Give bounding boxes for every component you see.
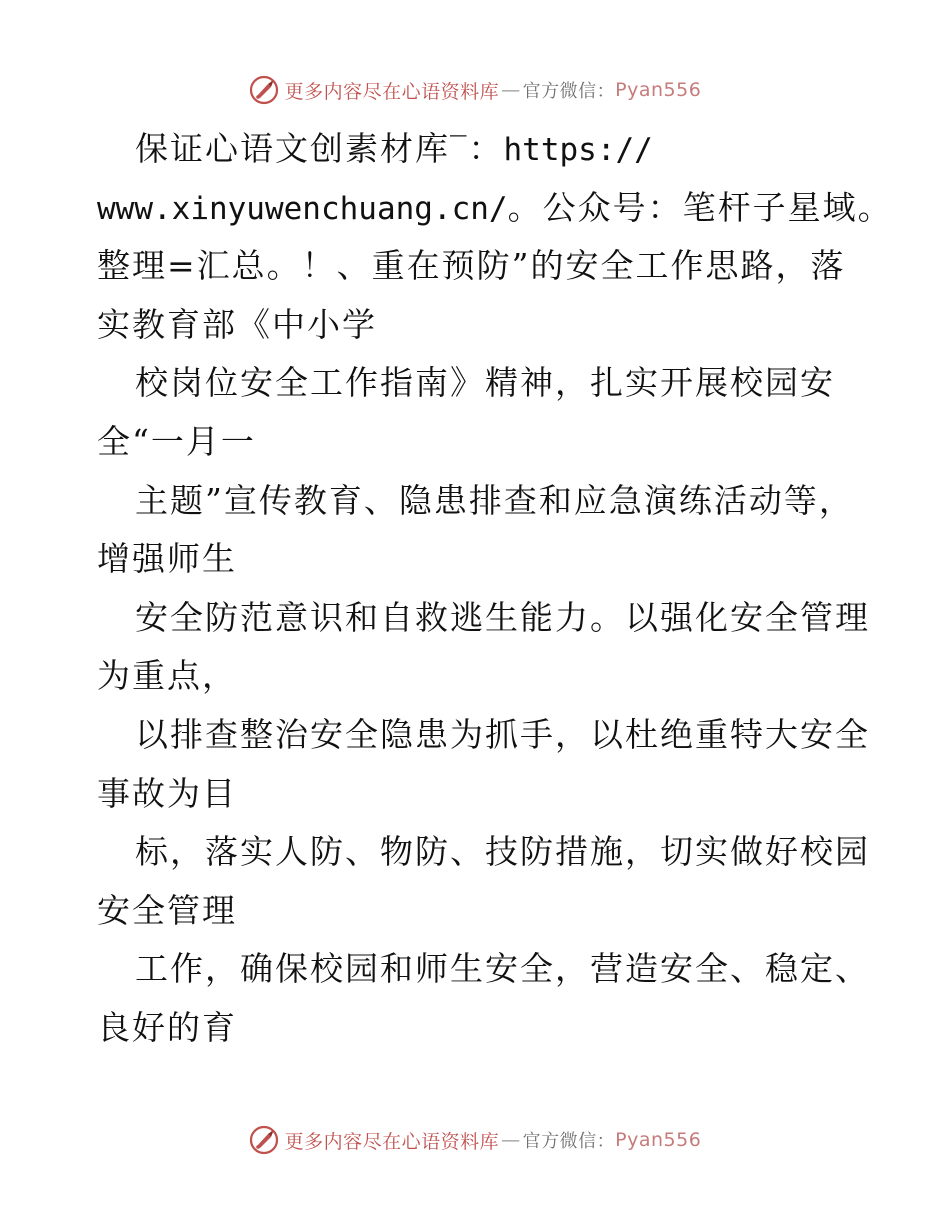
body-line: 事故为目 xyxy=(97,773,237,813)
body-text: 。公众号：笔杆子星域。 xyxy=(507,187,893,227)
body-line: 整理=汇总。！、重在预防”的安全工作思路，落 xyxy=(97,246,846,286)
body-line: 校岗位安全工作指南》精神，扎实开展校园安 xyxy=(135,363,835,403)
body-line xyxy=(97,179,893,238)
quill-seal-icon xyxy=(249,75,279,105)
watermark-account: Pyan556 xyxy=(615,79,702,101)
body-line: 标，落实人防、物防、技防措施，切实做好校园 xyxy=(135,832,870,872)
watermark-official-label: 官方微信： xyxy=(522,1131,616,1152)
body-line: 工作，确保校园和师生安全，营造安全、稳定、 xyxy=(135,949,870,989)
body-line: 以排查整治安全隐患为抓手，以杜绝重特大安全 xyxy=(135,714,870,754)
watermark-official-label: 官方微信： xyxy=(522,81,616,102)
url-text: https:// xyxy=(503,132,653,168)
header-watermark xyxy=(0,70,950,110)
body-line: 安全防范意识和自救逃生能力。以强化安全管理 xyxy=(135,597,870,637)
body-line: 安全管理 xyxy=(97,890,237,930)
body-line xyxy=(97,120,867,179)
watermark-brand: 更多内容尽在心语资料库 xyxy=(284,80,500,103)
document-body xyxy=(97,120,893,1058)
body-line: 实教育部《中小学 xyxy=(97,304,377,344)
body-line: 全“一月一 xyxy=(97,421,256,461)
quill-seal-icon xyxy=(249,1125,279,1155)
body-line: 主题”宣传教育、隐患排查和应急演练活动等， xyxy=(135,480,854,520)
url-text: www.xinyuwenchuang.cn/ xyxy=(97,190,508,227)
watermark-separator: — xyxy=(501,1129,521,1151)
body-line: 为重点， xyxy=(97,656,237,696)
body-text: 保证心语文创素材库‾： xyxy=(135,129,504,168)
body-line: 良好的育 xyxy=(97,1007,237,1047)
footer-watermark xyxy=(0,1120,950,1160)
watermark-brand: 更多内容尽在心语资料库 xyxy=(284,1130,500,1153)
watermark-separator: — xyxy=(501,79,521,101)
body-line: 增强师生 xyxy=(97,539,237,579)
watermark-account: Pyan556 xyxy=(615,1129,702,1151)
